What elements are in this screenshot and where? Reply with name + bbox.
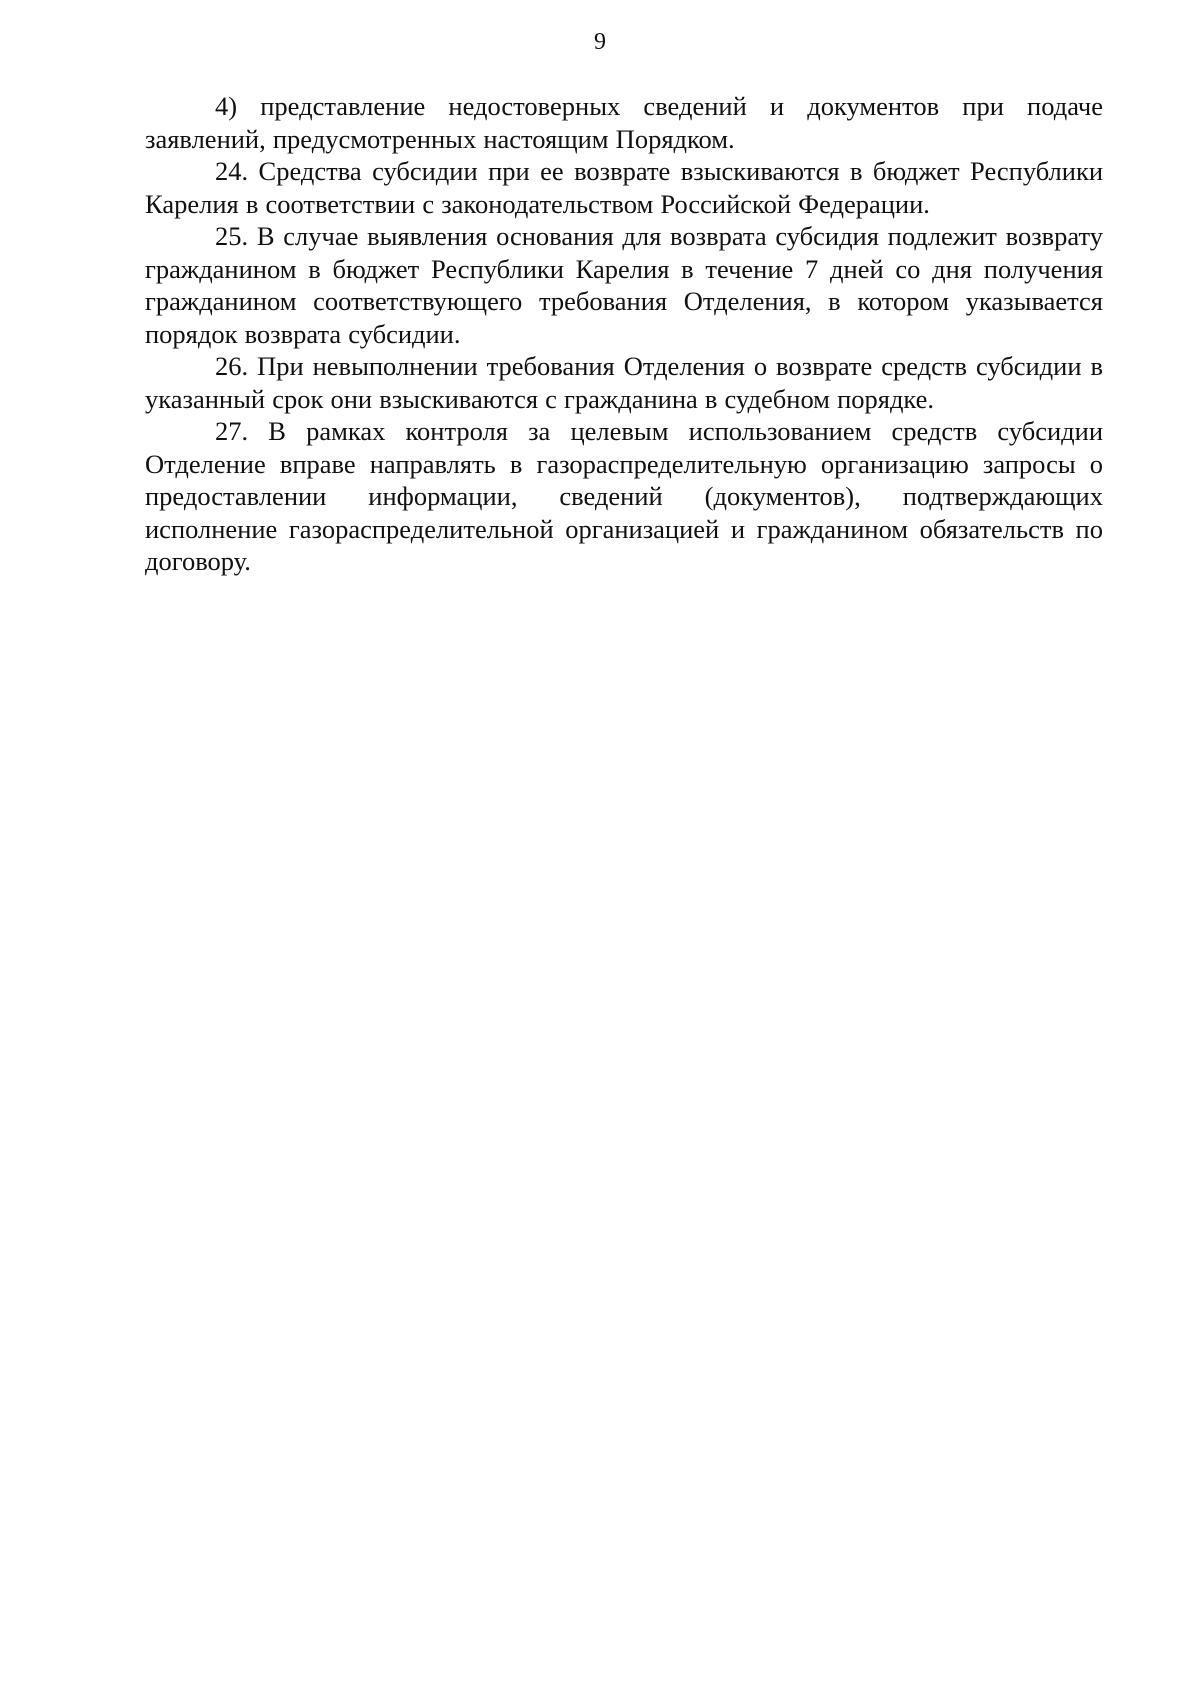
paragraph-clause-25: 25. В случае выявления основания для возврата субсидия подлежит возврату гражданином в бюджет Республики Карелия в течение 7 дней со дня получения гражданином соответствующего требования Отделения, в котором указывается порядок возврата субсидии.: [145, 221, 1103, 349]
paragraph-clause-24: 24. Средства субсидии при ее возврате взыскиваются в бюджет Республики Карелия в соответствии с законодательством Российской Федерации.: [145, 156, 1103, 219]
paragraph-clause-4: 4) представление недостоверных сведений и документов при подаче заявлений, предусмотренных настоящим Порядком.: [145, 91, 1103, 154]
paragraph-clause-27: 27. В рамках контроля за целевым использованием средств субсидии Отделение вправе направлять в газораспределительную организацию запросы о предоставлении информации, сведений (документов), подтверждающих исполнение газораспределительной организацией и гражданином обязательств по договору.: [145, 416, 1103, 576]
page-number: 9: [594, 29, 606, 55]
document-body: [145, 90, 1103, 578]
paragraph-clause-26: 26. При невыполнении требования Отделения о возврате средств субсидии в указанный срок они взыскиваются с гражданина в судебном порядке.: [145, 351, 1103, 414]
